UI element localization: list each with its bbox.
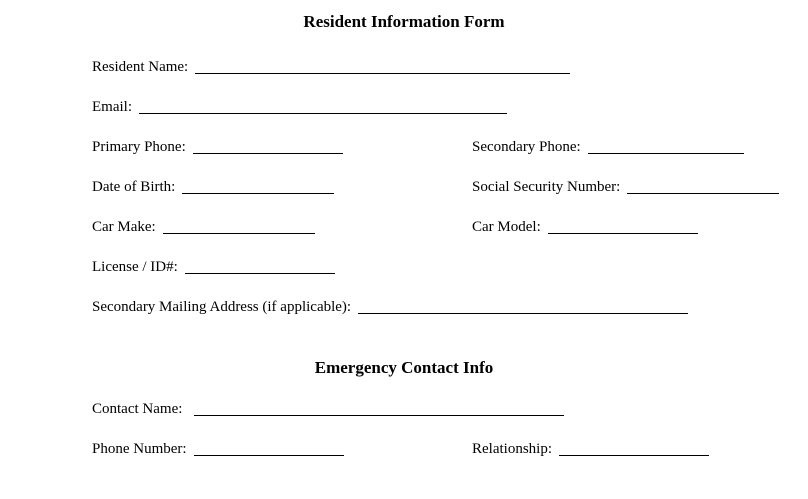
car-model-group xyxy=(472,219,698,236)
email-row xyxy=(92,99,507,116)
phone-number-field[interactable] xyxy=(194,451,344,456)
email-label: Email: xyxy=(92,99,132,115)
resident-name-label: Resident Name: xyxy=(92,59,189,75)
license-id-field[interactable] xyxy=(185,269,335,274)
license-row xyxy=(92,259,335,276)
phone-number-label: Phone Number: xyxy=(92,441,187,457)
contact-name-field[interactable] xyxy=(194,411,564,416)
resident-name-row xyxy=(92,59,570,76)
primary-phone-field[interactable] xyxy=(193,149,343,154)
date-of-birth-label: Date of Birth: xyxy=(92,179,176,195)
relationship-group xyxy=(472,441,709,458)
resident-name-field[interactable] xyxy=(195,69,570,74)
secondary-mailing-address-field[interactable] xyxy=(358,309,688,314)
email-field[interactable] xyxy=(139,109,507,114)
car-model-label: Car Model: xyxy=(472,219,541,235)
ssn-group xyxy=(472,179,779,196)
secondary-phone-field[interactable] xyxy=(588,149,744,154)
relationship-field[interactable] xyxy=(559,451,709,456)
primary-phone-label: Primary Phone: xyxy=(92,139,186,155)
relationship-label: Relationship: xyxy=(472,441,552,457)
contact-name-row xyxy=(92,401,564,418)
form-title: Resident Information Form xyxy=(303,12,505,31)
license-id-label: License / ID#: xyxy=(92,259,178,275)
primary-phone-group xyxy=(92,139,343,156)
date-of-birth-field[interactable] xyxy=(182,189,334,194)
car-model-field[interactable] xyxy=(548,229,698,234)
ssn-field[interactable] xyxy=(627,189,779,194)
secondary-phone-label: Secondary Phone: xyxy=(472,139,581,155)
mailing-address-row xyxy=(92,299,688,316)
car-make-label: Car Make: xyxy=(92,219,156,235)
date-of-birth-group xyxy=(92,179,334,196)
car-make-field[interactable] xyxy=(163,229,315,234)
ssn-label: Social Security Number: xyxy=(472,179,621,195)
secondary-mailing-address-label: Secondary Mailing Address (if applicable): xyxy=(92,299,352,315)
emergency-contact-title: Emergency Contact Info xyxy=(314,358,494,377)
phone-number-group xyxy=(92,441,344,458)
contact-name-label: Contact Name: xyxy=(92,401,183,417)
car-make-group xyxy=(92,219,315,236)
secondary-phone-group xyxy=(472,139,744,156)
